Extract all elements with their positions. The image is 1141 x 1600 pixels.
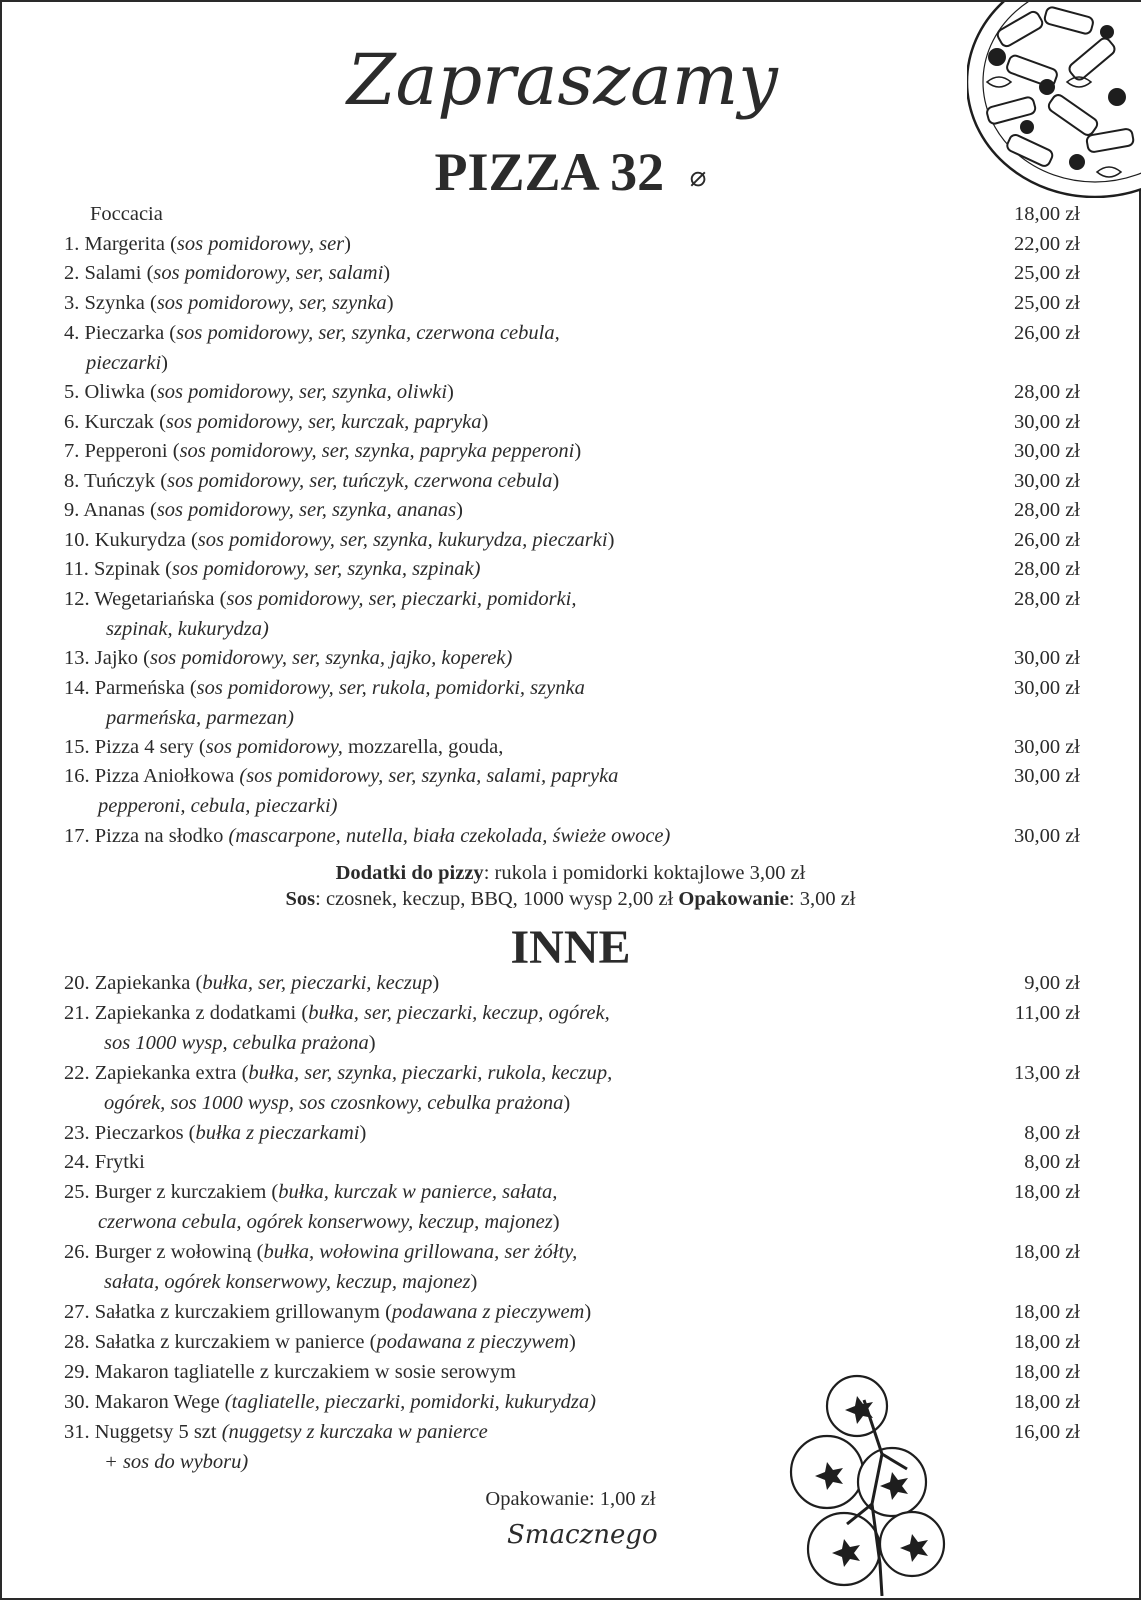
pizza-title bbox=[2, 142, 1139, 208]
menu-item-name-line bbox=[90, 199, 163, 229]
menu-item-name: 30. Makaron Wege bbox=[64, 1391, 220, 1413]
menu-item-description: sos pomidorowy, ser, szynka, papryka pepperoni bbox=[179, 440, 575, 462]
packaging-text: : 3,00 zł bbox=[788, 888, 856, 910]
closing-script: Smacznego bbox=[507, 1520, 658, 1550]
menu-item-price: 11,00 zł bbox=[1014, 1002, 1080, 1024]
paren-open: ( bbox=[144, 499, 157, 521]
menu-item-description: (tagliatelle, pieczarki, pomidorki, kukurydza) bbox=[224, 1391, 596, 1413]
menu-item-description-continued-text: szpinak, kukurydza) bbox=[106, 618, 269, 640]
menu-item-name-line bbox=[64, 1147, 145, 1177]
menu-item-name-line bbox=[64, 495, 463, 525]
menu-item-price: 18,00 zł bbox=[1013, 203, 1080, 225]
menu-item-description: bułka, wołowina grillowana, ser żółty, bbox=[263, 1241, 578, 1263]
menu-item-price: 26,00 zł bbox=[1013, 322, 1080, 344]
menu-item-price: 30,00 zł bbox=[1013, 411, 1080, 433]
menu-item-description-continued-text: pepperoni, cebula, pieczarki) bbox=[98, 795, 338, 817]
menu-item-description: bułka, ser, szynka, pieczarki, rukola, keczup, bbox=[248, 1062, 613, 1084]
menu-item-price: 8,00 zł bbox=[1024, 1151, 1080, 1173]
menu-item-price: 22,00 zł bbox=[1013, 233, 1080, 255]
paren-open: ( bbox=[241, 1062, 249, 1084]
menu-item-name-line bbox=[64, 525, 614, 555]
menu-item-name: 5. Oliwka bbox=[64, 381, 145, 403]
menu-item-name: 21. Zapiekanka z dodatkami bbox=[64, 1002, 297, 1024]
menu-item-description-continued bbox=[86, 348, 168, 378]
paren-open: ( bbox=[185, 529, 198, 551]
menu-item-name-line bbox=[64, 1237, 577, 1267]
menu-item-name: 29. Makaron tagliatelle z kurczakiem w sosie serowym bbox=[64, 1361, 516, 1383]
paren-open: ( bbox=[251, 1241, 264, 1263]
menu-item-price: 8,00 zł bbox=[1024, 1122, 1080, 1144]
menu-item-description: (mascarpone, nutella, biała czekolada, świeże owoce) bbox=[228, 825, 671, 847]
sauce-text: : czosnek, keczup, BBQ, 1000 wysp 2,00 zł bbox=[315, 888, 679, 910]
menu-item-price: 18,00 zł bbox=[1013, 1331, 1080, 1353]
paren-open: ( bbox=[183, 1122, 196, 1144]
paren-close: ) bbox=[552, 1211, 560, 1233]
menu-item-description-continued bbox=[106, 703, 294, 733]
menu-item-name-line bbox=[64, 436, 581, 466]
paren-open: ( bbox=[364, 1331, 377, 1353]
menu-item-price: 18,00 zł bbox=[1013, 1391, 1080, 1413]
menu-item-description: sos pomidorowy, ser, szynka, szpinak) bbox=[172, 558, 481, 580]
menu-item-price: 30,00 zł bbox=[1013, 677, 1080, 699]
menu-item-description: sos pomidorowy, ser, szynka bbox=[156, 292, 387, 314]
menu-item-name-line bbox=[64, 377, 454, 407]
paren-close: ) bbox=[161, 352, 168, 374]
menu-item-name-line bbox=[64, 288, 394, 318]
menu-item-name-line bbox=[64, 1177, 557, 1207]
paren-open: ( bbox=[214, 588, 227, 610]
menu-item-name: 4. Pieczarka bbox=[64, 322, 165, 344]
menu-item-name: 6. Kurczak bbox=[64, 411, 154, 433]
menu-item-price: 16,00 zł bbox=[1013, 1421, 1080, 1443]
menu-item-description: sos pomidorowy, ser, szynka, jajko, koperek) bbox=[149, 647, 513, 669]
menu-item-description: bułka, ser, pieczarki, keczup, ogórek, bbox=[308, 1002, 610, 1024]
menu-item-description: (nuggetsy z kurczaka w panierce bbox=[221, 1421, 488, 1443]
menu-item-description-continued bbox=[104, 1267, 477, 1297]
menu-item-price: 30,00 zł bbox=[1013, 440, 1080, 462]
menu-item-price: 26,00 zł bbox=[1013, 529, 1080, 551]
paren-close: ) bbox=[359, 1122, 367, 1144]
paren-open: ( bbox=[144, 381, 157, 403]
menu-item-name-line bbox=[64, 258, 390, 288]
paren-close: ) bbox=[568, 1331, 576, 1353]
paren-close: ) bbox=[368, 1032, 376, 1054]
menu-item-name: 11. Szpinak bbox=[64, 558, 161, 580]
menu-item-name: 10. Kukurydza bbox=[64, 529, 186, 551]
menu-item-description-continued-text: ogórek, sos 1000 wysp, sos czosnkowy, cebulka prażona bbox=[104, 1092, 564, 1114]
paren-close: ) bbox=[344, 233, 351, 255]
paren-close: ) bbox=[574, 440, 582, 462]
paren-close: ) bbox=[383, 262, 391, 284]
menu-item-price: 18,00 zł bbox=[1013, 1361, 1080, 1383]
menu-item-name: 20. Zapiekanka bbox=[64, 972, 191, 994]
menu-item-price: 18,00 zł bbox=[1013, 1241, 1080, 1263]
menu-item-description-continued-text: + sos do wyboru) bbox=[104, 1451, 249, 1473]
menu-item-name: 26. Burger z wołowiną bbox=[64, 1241, 252, 1263]
menu-item-name: 12. Wegetariańska bbox=[64, 588, 215, 610]
paren-open: ( bbox=[160, 558, 172, 580]
menu-item-description-continued-text: sos 1000 wysp, cebulka prażona bbox=[104, 1032, 369, 1054]
menu-item-name-line bbox=[64, 761, 618, 791]
menu-item-name: 9. Ananas bbox=[64, 499, 145, 521]
menu-item-description: sos pomidorowy, ser, szynka, kukurydza, pieczarki bbox=[197, 529, 608, 551]
paren-open: ( bbox=[193, 736, 206, 758]
menu-item-name: 8. Tuńczyk bbox=[64, 470, 156, 492]
paren-close: ) bbox=[584, 1301, 592, 1323]
menu-item-price: 30,00 zł bbox=[1013, 765, 1080, 787]
pizza-title-text: PIZZA 32 bbox=[434, 142, 665, 202]
paren-open: ( bbox=[141, 262, 154, 284]
paren-open: ( bbox=[155, 470, 168, 492]
paren-close: ) bbox=[552, 470, 560, 492]
menu-item-name-line bbox=[64, 732, 503, 762]
packaging-label: Opakowanie bbox=[678, 888, 789, 910]
menu-item-description: sos pomidorowy, ser bbox=[176, 233, 345, 255]
menu-item-name: 3. Szynka bbox=[64, 292, 145, 314]
menu-item-description: sos pomidorowy, ser, pieczarki, pomidorki, bbox=[226, 588, 577, 610]
menu-item-name: Foccacia bbox=[90, 203, 163, 225]
menu-item-description-continued-text: parmeńska, parmezan) bbox=[106, 707, 294, 729]
menu-item-name: 22. Zapiekanka extra bbox=[64, 1062, 242, 1084]
menu-item-name: 31. Nuggetsy 5 szt bbox=[64, 1421, 217, 1443]
menu-item-price: 28,00 zł bbox=[1013, 588, 1080, 610]
paren-close: ) bbox=[456, 499, 463, 521]
paren-close: ) bbox=[432, 972, 440, 994]
sauce-label: Sos bbox=[285, 888, 316, 910]
menu-item-price: 28,00 zł bbox=[1013, 381, 1080, 403]
menu-item-description-continued-text: pieczarki bbox=[86, 352, 162, 374]
menu-item-price: 30,00 zł bbox=[1013, 647, 1080, 669]
menu-item-name: 23. Pieczarkos bbox=[64, 1122, 184, 1144]
paren-close: ) bbox=[607, 529, 615, 551]
menu-item-price: 28,00 zł bbox=[1013, 499, 1080, 521]
menu-item-name: 1. Margerita bbox=[64, 233, 165, 255]
menu-item-price: 18,00 zł bbox=[1013, 1301, 1080, 1323]
menu-item-price: 18,00 zł bbox=[1013, 1181, 1080, 1203]
menu-item-price: 30,00 zł bbox=[1013, 470, 1080, 492]
menu-item-description-continued bbox=[104, 1088, 570, 1118]
menu-item-description-continued bbox=[98, 1207, 560, 1237]
menu-item-description-continued-text: czerwona cebula, ogórek konserwowy, keczup, majonez bbox=[98, 1211, 553, 1233]
paren-open: ( bbox=[190, 972, 203, 994]
inne-title: INNE bbox=[510, 921, 631, 974]
paren-open: ( bbox=[167, 440, 180, 462]
menu-item-description-continued bbox=[106, 614, 269, 644]
paren-open: ( bbox=[184, 677, 197, 699]
menu-item-name: 15. Pizza 4 sery bbox=[64, 736, 194, 758]
menu-item-description: sos pomidorowy, ser, szynka, oliwki bbox=[156, 381, 448, 403]
menu-item-description-continued-text: sałata, ogórek konserwowy, keczup, majonez bbox=[104, 1271, 471, 1293]
menu-item-name-line bbox=[64, 821, 670, 851]
menu-item-price: 28,00 zł bbox=[1013, 558, 1080, 580]
menu-item-name-line bbox=[64, 1387, 596, 1417]
paren-close: ) bbox=[447, 381, 454, 403]
menu-item-name: 17. Pizza na słodko bbox=[64, 825, 224, 847]
menu-item-name-line bbox=[64, 998, 610, 1028]
tomatoes-illustration bbox=[782, 1374, 962, 1596]
menu-item-description-continued bbox=[104, 1028, 376, 1058]
menu-item-name-line bbox=[64, 318, 560, 348]
menu-item-description: bułka, ser, pieczarki, keczup bbox=[202, 972, 433, 994]
menu-item-name-line bbox=[64, 1417, 488, 1447]
menu-item-description: sos pomidorowy, bbox=[205, 736, 343, 758]
menu-item-name-line bbox=[64, 1058, 612, 1088]
menu-item-name-line bbox=[64, 643, 512, 673]
menu-item-price: 30,00 zł bbox=[1013, 736, 1080, 758]
menu-item-name-line bbox=[64, 584, 577, 614]
paren-open: ( bbox=[144, 292, 157, 314]
menu-item-description-plain: mozzarella, gouda, bbox=[342, 736, 504, 758]
menu-item-name: 27. Sałatka z kurczakiem grillowanym bbox=[64, 1301, 380, 1323]
paren-close: ) bbox=[386, 292, 394, 314]
paren-open: ( bbox=[296, 1002, 309, 1024]
menu-item-description: sos pomidorowy, ser, kurczak, papryka bbox=[165, 411, 482, 433]
menu-item-name: 13. Jajko bbox=[64, 647, 139, 669]
extras-label: Dodatki do pizzy bbox=[335, 862, 484, 884]
menu-item-price: 25,00 zł bbox=[1013, 292, 1080, 314]
menu-item-price: 30,00 zł bbox=[1013, 825, 1080, 847]
menu-item-description: sos pomidorowy, ser, salami bbox=[153, 262, 384, 284]
menu-item-name-line bbox=[64, 466, 559, 496]
sauce-line bbox=[2, 886, 1139, 912]
menu-item-price: 13,00 zł bbox=[1013, 1062, 1080, 1084]
menu-item-description: podawana z pieczywem bbox=[391, 1301, 585, 1323]
paren-close: ) bbox=[481, 411, 489, 433]
menu-item-price: 25,00 zł bbox=[1013, 262, 1080, 284]
paren-open: ( bbox=[164, 233, 177, 255]
menu-item-name: 28. Sałatka z kurczakiem w panierce bbox=[64, 1331, 365, 1353]
paren-close: ) bbox=[563, 1092, 571, 1114]
menu-item-description: bułka z pieczarkami bbox=[195, 1122, 360, 1144]
menu-item-name-line bbox=[64, 229, 351, 259]
paren-open: ( bbox=[153, 411, 166, 433]
menu-item-name-line bbox=[64, 673, 585, 703]
extras-text: : rukola i pomidorki koktajlowe 3,00 zł bbox=[483, 862, 806, 884]
menu-item-description-continued bbox=[104, 1447, 248, 1477]
menu-item-description: bułka, kurczak w panierce, sałata, bbox=[278, 1181, 558, 1203]
menu-item-description-continued bbox=[98, 791, 337, 821]
menu-item-name: 14. Parmeńska bbox=[64, 677, 185, 699]
menu-item-description: sos pomidorowy, ser, tuńczyk, czerwona cebula bbox=[167, 470, 553, 492]
menu-item-description: (sos pomidorowy, ser, szynka, salami, papryka bbox=[239, 765, 619, 787]
menu-item-name: 24. Frytki bbox=[64, 1151, 145, 1173]
menu-item-name: 16. Pizza Aniołkowa bbox=[64, 765, 235, 787]
paren-open: ( bbox=[379, 1301, 392, 1323]
pizza-extras-line bbox=[2, 860, 1139, 886]
menu-item-name: 7. Pepperoni bbox=[64, 440, 168, 462]
menu-item-description: sos pomidorowy, ser, szynka, ananas bbox=[156, 499, 457, 521]
menu-item-description: sos pomidorowy, ser, rukola, pomidorki, szynka bbox=[196, 677, 585, 699]
menu-item-name: 2. Salami bbox=[64, 262, 142, 284]
menu-item-name-line bbox=[64, 407, 488, 437]
menu-item-name-line bbox=[64, 1357, 516, 1387]
paren-open: ( bbox=[266, 1181, 279, 1203]
menu-item-name: 25. Burger z kurczakiem bbox=[64, 1181, 267, 1203]
menu-item-description: sos pomidorowy, ser, szynka, czerwona cebula, bbox=[176, 322, 560, 344]
menu-item-name-line bbox=[64, 554, 480, 584]
greeting-script: Zapraszamy bbox=[347, 39, 778, 121]
menu-item-name-line bbox=[64, 1118, 366, 1148]
paren-open: ( bbox=[138, 647, 150, 669]
menu-item-name-line bbox=[64, 1297, 591, 1327]
paren-close: ) bbox=[470, 1271, 478, 1293]
paren-open: ( bbox=[164, 322, 177, 344]
menu-item-description: podawana z pieczywem bbox=[376, 1331, 569, 1353]
menu-item-name-line bbox=[64, 1327, 576, 1357]
menu-item-price: 9,00 zł bbox=[1024, 972, 1080, 994]
packaging-note: Opakowanie: 1,00 zł bbox=[485, 1488, 656, 1510]
menu-item-name-line bbox=[64, 968, 439, 998]
diameter-icon: ⌀ bbox=[689, 161, 707, 193]
